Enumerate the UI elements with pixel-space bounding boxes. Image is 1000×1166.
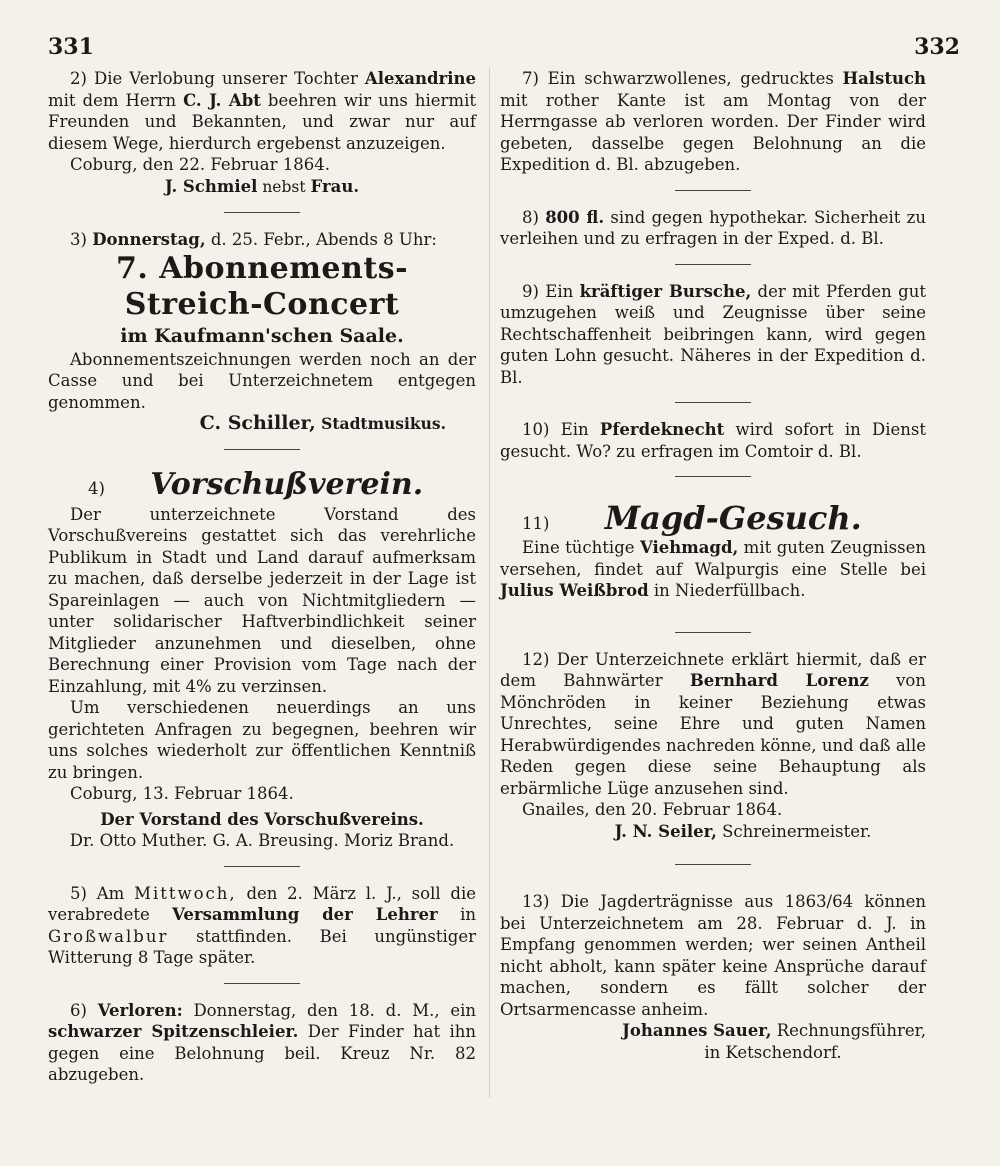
concert-day: Donnerstag, <box>92 230 206 249</box>
left-column <box>48 68 476 1086</box>
ad-number: 3) <box>70 230 87 249</box>
ad-stable-boy <box>500 281 926 389</box>
signature-role: Stadtmusikus. <box>315 414 446 433</box>
lost-item: schwarzer Spitzenschleier. <box>48 1022 299 1041</box>
ad-text: Der Finder hat ihn gegen eine Belohnung beil. Kreuz Nr. 82 abzugeben. <box>48 1022 476 1084</box>
separator-rule <box>224 866 300 867</box>
ad-text: Der Unterzeichnete erklärt hiermit, daß er dem Bahnwärter <box>500 649 926 690</box>
separator-rule <box>224 449 300 450</box>
ad-text: von Mönchröden in keiner Beziehung etwas Unrechtes, seine Ehre und guten Namen Herabwürdigendes nachreden könne, und daß alle Reden gegen diese seine Behauptung als erbärmliche Lüge anzusehen sind. <box>500 671 926 798</box>
meeting-event: Versammlung der Lehrer <box>172 905 438 924</box>
ad-text: Die Verlobung unserer Tochter <box>93 69 365 88</box>
place-date: Coburg, 13. Februar 1864. <box>70 784 294 803</box>
job-title: Pferdeknecht <box>599 420 725 439</box>
groom-name: C. J. Abt <box>183 90 261 110</box>
board-names: Dr. Otto Muther. G. A. Breusing. Moriz Brand. <box>69 831 455 850</box>
page-number-right: 332 <box>914 34 960 60</box>
board-title: Der Vorstand des Vorschußvereins. <box>100 809 424 829</box>
ad-teachers-meeting <box>48 883 476 969</box>
ad-text: der mit Pferden gut umzugehen weiß und Zeugnisse über seine Rechtschaffenheit beibringen kann, wird gegen guten Lohn gesucht. Näheres in der Expedition d. Bl. <box>500 281 926 387</box>
ad-text: in Niederfüllbach. <box>648 581 806 600</box>
ad-body: Der unterzeichnete Vorstand des Vorschußvereins gestattet sich das verehrliche Publikum in Stadt und Land darauf aufmerksam zu machen, daß derselbe jederzeit in der Lage ist Spareinlagen — auch von Nichtmitgliedern — unter solidarischer Haftverbindlichkeit seiner Mitglieder anzunehmen und dieselben, ohne Berechnung einer Provision vom Tage nach der Einzahlung, mit 4% zu verzinsen. <box>48 504 476 696</box>
concert-venue: im Kaufmann'schen Saale. <box>120 324 404 347</box>
meeting-day: Mittwoch, <box>134 883 237 903</box>
ad-number: 11) <box>522 514 550 533</box>
lost-title: Verloren: <box>97 1000 183 1020</box>
signature <box>500 821 926 843</box>
ad-heading: Vorschußverein. <box>150 466 424 502</box>
separator-rule <box>675 632 751 633</box>
ad-text: sind gegen hypothekar. Sicherheit zu verleihen und zu erfragen in der Exped. d. Bl. <box>500 207 927 248</box>
ad-text: Ein schwarzwollenes, gedrucktes <box>547 69 843 88</box>
ad-text: mit dem Herrn <box>48 90 184 110</box>
ad-engagement <box>48 68 476 198</box>
signature-end: Frau. <box>310 176 360 196</box>
ad-money-loan <box>500 207 926 250</box>
column-divider <box>489 68 490 1098</box>
concert-title: 7. Abonnements-Streich-Concert <box>115 250 409 322</box>
place-date: Coburg, den 22. Februar 1864. <box>70 155 330 174</box>
signature-connector: nebst <box>257 177 311 196</box>
job-title: kräftiger Bursche, <box>579 281 752 301</box>
separator-rule <box>675 402 751 403</box>
ad-text: Donnerstag, den 18. d. M., ein <box>182 1000 476 1020</box>
ad-concert <box>48 229 476 435</box>
ad-number: 5) <box>70 883 87 903</box>
ad-number: 10) <box>522 420 550 439</box>
signature-name: Johannes Sauer, <box>622 1021 772 1040</box>
page-number-left: 331 <box>48 34 94 60</box>
separator-rule <box>675 476 751 477</box>
ad-number: 8) <box>522 207 539 227</box>
ad-groom <box>500 419 926 462</box>
job-title: Viehmagd, <box>639 538 739 557</box>
signature-role: Rechnungsführer, <box>771 1021 926 1040</box>
ad-lost-veil <box>48 1000 476 1086</box>
ad-loan-society <box>48 466 476 852</box>
ad-text: Ein <box>560 420 600 439</box>
bride-name: Alexandrine <box>364 69 476 88</box>
meeting-place: Großwalbur <box>48 926 169 946</box>
ad-body: Um verschiedenen neuerdings an uns gerichteten Anfragen zu begegnen, beehren wir uns solches wiederholt zur öffentlichen Kenntniß zu bringen. <box>48 698 476 782</box>
ad-number: 4) <box>88 478 105 498</box>
ad-maid-wanted <box>500 499 926 602</box>
signature <box>48 413 476 435</box>
ad-number: 7) <box>522 69 539 88</box>
ad-text: Am <box>96 883 135 903</box>
loan-amount: 800 fl. <box>545 207 605 227</box>
signature <box>48 176 476 199</box>
ad-number: 12) <box>522 649 550 669</box>
ad-heading: Magd-Gesuch. <box>604 499 862 537</box>
ad-text: den 2. März l. J., soll die verabredete <box>48 883 476 924</box>
separator-rule <box>675 264 751 265</box>
signature-name: J. Schmiel <box>164 176 258 196</box>
ad-text: mit guten Zeugnissen versehen, findet auf Walpurgis eine Stelle bei <box>500 538 927 579</box>
lost-item: Halstuch <box>842 69 926 88</box>
signature-role: Schreinermeister. <box>716 821 872 841</box>
ad-text: beehren wir uns hiermit Freunden und Bekannten, und zwar nur auf diesem Wege, hierdurch ergebenst anzuzeigen. <box>48 90 476 153</box>
ad-number: 6) <box>70 1000 87 1020</box>
ad-text: mit rother Kante ist am Montag von der Herrngasse ab verloren worden. Der Finder wird gebeten, dasselbe gegen Belohnung an die Expedition d. Bl. abzugeben. <box>500 90 926 174</box>
ad-number: 9) <box>522 281 539 301</box>
place-date: Gnailes, den 20. Februar 1864. <box>522 800 783 819</box>
concert-time: d. 25. Febr., Abends 8 Uhr: <box>205 230 437 249</box>
separator-rule <box>224 983 300 984</box>
person-name: Bernhard Lorenz <box>689 671 869 690</box>
signature-place: in Ketschendorf. <box>704 1042 842 1062</box>
ad-text: in <box>437 905 476 924</box>
signature-name: C. Schiller, <box>199 412 316 434</box>
signature <box>500 1020 926 1042</box>
separator-rule <box>675 864 751 865</box>
ad-text: Eine tüchtige <box>522 538 640 557</box>
ad-text: wird sofort in Dienst gesucht. Wo? zu erfragen im Comtoir d. Bl. <box>500 420 926 461</box>
ad-number: 13) <box>522 892 550 911</box>
ad-text: stattfinden. Bei ungünstiger Witterung 8 Tage später. <box>48 926 476 967</box>
ad-number: 2) <box>70 69 87 88</box>
ad-declaration <box>500 649 926 843</box>
ad-text: Die Jagderträgnisse aus 1863/64 können bei Unterzeichnetem am 28. Februar d. J. in Empfang genommen werden; wer seinen Antheil nicht abholt, kann später keine Ansprüche darauf machen, sondern es fällt solcher der Ortsarmencasse anheim. <box>500 892 926 1019</box>
right-column <box>500 68 926 1063</box>
ad-text: Ein <box>545 281 580 301</box>
ad-hunting-proceeds <box>500 891 926 1063</box>
separator-rule <box>675 190 751 191</box>
separator-rule <box>224 212 300 213</box>
signature-name: J. N. Seiler, <box>614 821 717 841</box>
employer-name: Julius Weißbrod <box>500 581 649 600</box>
ad-lost-scarf <box>500 68 926 176</box>
concert-body: Abonnementszeichnungen werden noch an der Casse und bei Unterzeichnetem entgegen genommen. <box>48 349 476 412</box>
